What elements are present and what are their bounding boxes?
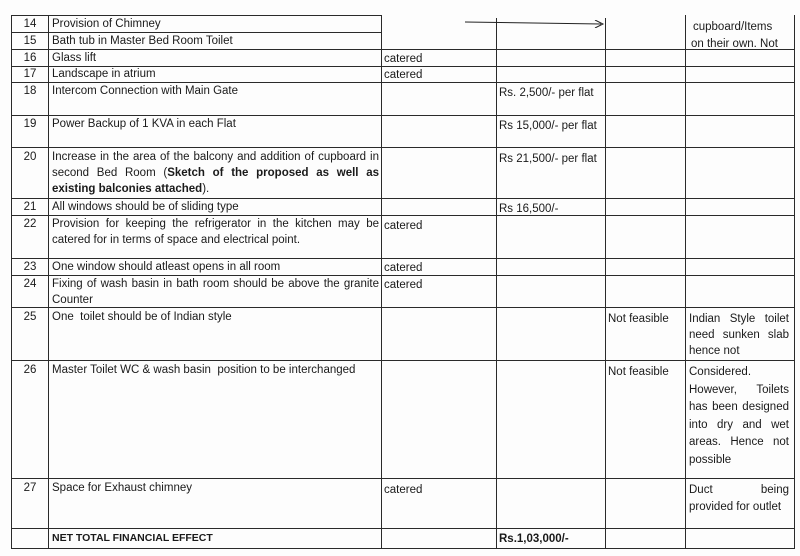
row-number: 19: [23, 118, 37, 130]
row-number: 22: [23, 218, 37, 230]
row-remark: Considered. However, Toilets has been designed into dry and wet areas. Hence not possible: [689, 366, 789, 466]
grid-line: [11, 528, 795, 529]
row-remark: Indian Style toilet need sunken slab hence not: [689, 313, 789, 357]
row-item: Provision for keeping the refrigerator in the kitchen may be catered for in terms of space and electrical point.: [52, 218, 379, 246]
row-item: Provision of Chimney: [52, 18, 161, 30]
row-status: catered: [384, 279, 423, 291]
row-status: catered: [384, 484, 423, 496]
grid-line: [496, 18, 497, 549]
row-number: 18: [23, 85, 37, 97]
row-status: catered: [384, 220, 423, 232]
row-cost: Rs 16,500/-: [499, 203, 559, 215]
row-feasibility: Not feasible: [608, 366, 669, 378]
grid-line: [48, 15, 49, 549]
grid-line: [381, 15, 382, 549]
row-item-bold-text: Sketch of the proposed as well as existing balconies attached: [52, 167, 379, 195]
grid-line: [11, 548, 795, 549]
row-cost: Rs 15,000/- per flat: [499, 120, 597, 132]
grid-line: [605, 18, 606, 549]
row-status: catered: [384, 53, 423, 65]
grid-line: [11, 360, 795, 361]
row-number: 26: [23, 364, 37, 376]
row-feasibility: Not feasible: [608, 313, 669, 325]
row-item: Power Backup of 1 KVA in each Flat: [52, 118, 236, 130]
remark-line: cupboard/Items: [693, 21, 773, 33]
row-item: Bath tub in Master Bed Room Toilet: [52, 35, 233, 47]
row-item: [52, 149, 379, 197]
total-value: Rs.1,03,000/-: [499, 533, 569, 545]
row-cost: Rs. 2,500/- per flat: [499, 87, 594, 99]
grid-line: [11, 478, 795, 479]
row-item: Glass lift: [52, 52, 97, 64]
row-number: 14: [23, 18, 37, 30]
row-number: 15: [23, 35, 37, 47]
row-item: All windows should be of sliding type: [52, 201, 239, 213]
row-item: Master Toilet WC & wash basin position to be interchanged: [52, 364, 356, 376]
row-number: 20: [23, 151, 37, 163]
row-number: 21: [23, 201, 37, 213]
row-status: catered: [384, 262, 423, 274]
row-remark: Duct being provided for outlet: [689, 484, 789, 513]
row-item: Space for Exhaust chimney: [52, 482, 192, 494]
row-item: One toilet should be of Indian style: [52, 311, 232, 323]
row-number: 23: [23, 261, 37, 273]
row-cost: Rs 21,500/- per flat: [499, 153, 597, 165]
row-number: 17: [23, 68, 37, 80]
row-item-text: ).: [202, 183, 210, 195]
arrow-icon: [465, 20, 605, 28]
grid-line: [685, 15, 686, 549]
row-status: catered: [384, 69, 423, 81]
row-number: 16: [23, 52, 37, 64]
row-number: 25: [23, 311, 37, 323]
row-item: Landscape in atrium: [52, 68, 156, 80]
row-item: One window should atleast opens in all room: [52, 261, 281, 273]
row-item: Intercom Connection with Main Gate: [52, 85, 239, 97]
total-label: NET TOTAL FINANCIAL EFFECT: [52, 532, 213, 544]
row-item-text: Increase in the area of the balcony and addition of cupboard in second Bed Room (: [52, 151, 379, 179]
row-number: 27: [23, 482, 37, 494]
row-item: Fixing of wash basin in bath room should be above the granite Counter: [52, 278, 379, 306]
remark-line: on their own. Not: [691, 38, 778, 50]
grid-line: [794, 15, 795, 549]
grid-line: [11, 147, 795, 148]
row-number: 24: [23, 278, 37, 290]
